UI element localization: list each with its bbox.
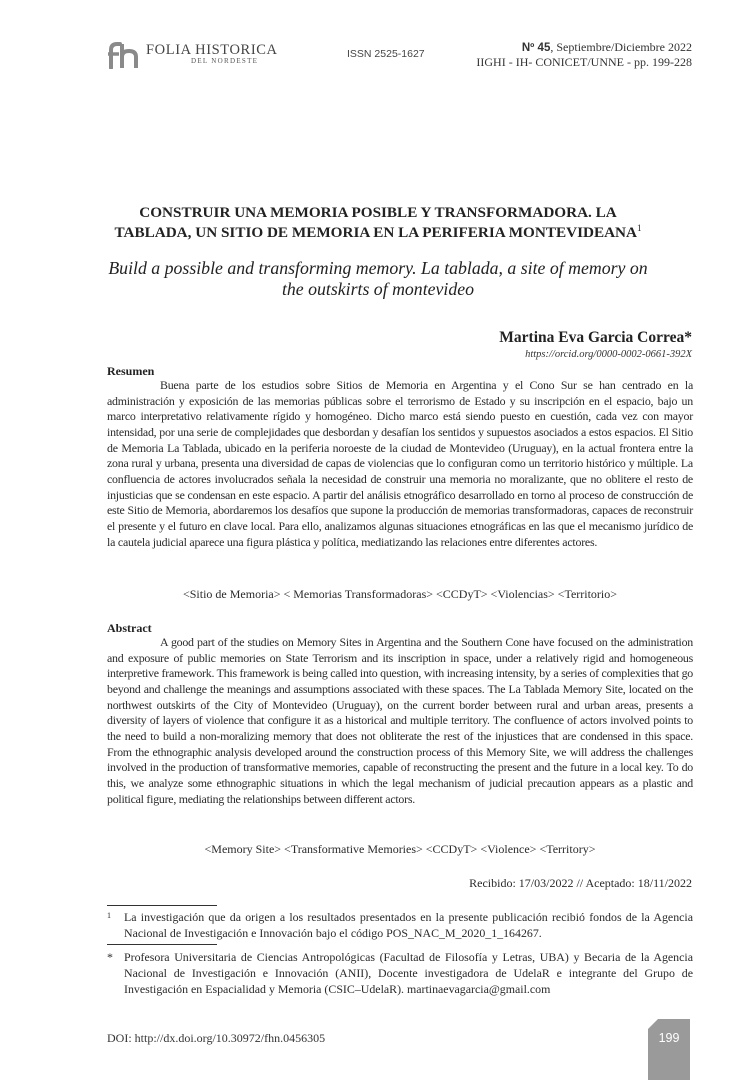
- received-accepted-dates: Recibido: 17/03/2022 // Aceptado: 18/11/2022: [469, 876, 692, 890]
- abstract-heading: Abstract: [107, 621, 152, 635]
- institution-pages: IIGHI - IH- CONICET/UNNE - pp. 199-228: [476, 55, 692, 69]
- page-number: 199: [658, 1031, 680, 1045]
- journal-logo-subtitle: DEL NORDESTE: [191, 57, 259, 65]
- journal-logo-icon: [107, 41, 145, 69]
- issue-period: , Septiembre/Diciembre 2022: [550, 40, 692, 54]
- author-orcid-link[interactable]: https://orcid.org/0000-0002-0661-392X: [525, 349, 692, 360]
- article-title-spanish: [107, 203, 649, 243]
- footnote-marker: 1: [107, 911, 111, 920]
- title-footnote-ref[interactable]: 1: [636, 223, 642, 233]
- resumen-heading: Resumen: [107, 364, 155, 378]
- keywords-spanish: <Sitio de Memoria> < Memorias Transformadoras> <CCDyT> <Violencias> <Territorio>: [182, 587, 618, 601]
- footnote-author-affiliation: [107, 949, 693, 997]
- footnote-text: La investigación que da origen a los resultados presentados en la presente publicación recibió fondos de la Agencia Nacional de Investigación e Innovación bajo el código POS_NAC_M_2020_1_164267.: [124, 910, 693, 940]
- issue-number: Nº 45: [521, 42, 551, 54]
- issn-label: ISSN 2525-1627: [347, 48, 425, 60]
- resumen-text: Buena parte de los estudios sobre Sitios de Memoria en Argentina y el Cono Sur se han centrado en la administración y exposición de las memorias públicas sobre el terrorismo de Estado y su inscripción en el espacio, bajo un marco interpretativo relativamente rígido y homogéneo. Dicho marco está siendo puesto en cuestión, cada vez con mayor intensidad, por una serie de complejidades que desbordan y desafían los sentidos y supuestos asociados a estos espacios. El Sitio de Memoria La Tablada, ubicado en la periferia noroeste de la ciudad de Montevideo (Uruguay), en la actual frontera entre la zona rural y urbana, presenta una diversidad de capas de violencias que lo configuran como un territorio histórico y múltiple. La confluencia de actores involucrados señala la necesidad de construir una memoria no moralizante, que no oblitere el resto de injusticias que se condensan en este espacio. A partir del análisis etnográfico desarrollado en torno al proceso de construcción de este Sitio de Memoria, abordaremos los desafíos que supone la producción de memorias transformadoras, capaces de reconstruir el presente y el futuro en clave local. Para ello, analizamos algunas situaciones etnográficas en las que el mecanismo jurídico de la cautela judicial aparece una figura plástica y política, mediatizando las relaciones entre diferentes actores.: [107, 378, 693, 549]
- footnote-funding: [107, 909, 693, 941]
- page-number-tab: [648, 1019, 690, 1080]
- article-title-english: Build a possible and transforming memory. La tablada, a site of memory on the outskirts of montevideo: [108, 258, 648, 299]
- footnote-text: Profesora Universitaria de Ciencias Antropológicas (Facultad de Filosofía y Letras, UBA) y Becaria de la Agencia Nacional de Investigación e Innovación (ANII), Docente investigadora de UdelaR e integrante del Grupo de Investigación en Espacialidad y Memoria (CSIC–UdelaR). martinaevagarcia@gmail.com: [124, 950, 693, 996]
- keywords-english: <Memory Site> <Transformative Memories> <CCDyT> <Violence> <Territory>: [204, 842, 596, 856]
- footnote-divider: [107, 944, 217, 945]
- article-title-spanish-text: CONSTRUIR UNA MEMORIA POSIBLE Y TRANSFORMADORA. LA TABLADA, UN SITIO DE MEMORIA EN LA PERIFERIA MONTEVIDEANA: [114, 204, 637, 241]
- footnote-marker: *: [107, 950, 113, 964]
- issue-line: [522, 40, 692, 55]
- author-name: Martina Eva Garcia Correa*: [499, 329, 692, 346]
- abstract-text: A good part of the studies on Memory Sites in Argentina and the Southern Cone have focused on the administration and exposure of public memories on State Terrorism and its inscription in space, under a relatively rigid and homogeneous interpretive framework. This framework is being called into question, with increasing intensity, by a series of complexities that go beyond and challenge the meanings and assumptions associated with these spaces. The La Tablada Memory Site, located on the northwest outskirts of the City of Montevideo (Uruguay), on the current border between rural and urban areas, presents a diversity of layers of violence that configure it as a historical and multiple territory. The confluence of actors involved points to the need to build a non-moralizing memory that does not obliterate the rest of the injustices that are condensed in this space. From the ethnographic analysis developed around the construction process of this Memory Site, we will address the challenges involved in the production of transformative memories, capable of reconstructing the present and the future in a local key. To do this, we analyze some ethnographic situations in which the legal mechanism of judicial precaution appears as a plastic and political figure, mediating the relationships between different actors.: [107, 635, 693, 806]
- footnote-divider: [107, 905, 217, 906]
- doi-link[interactable]: DOI: http://dx.doi.org/10.30972/fhn.0456305: [107, 1031, 326, 1045]
- journal-logo-title: FOLIA HISTORICA: [146, 42, 278, 58]
